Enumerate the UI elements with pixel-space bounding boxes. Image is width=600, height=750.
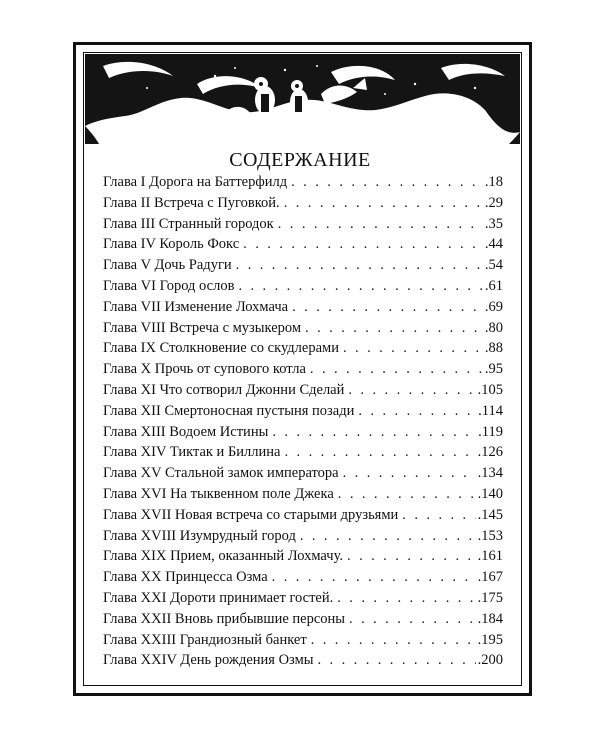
toc-entry[interactable] [103,318,503,339]
toc-entry[interactable] [103,172,503,193]
toc-page-number: .195 [477,631,503,648]
toc-chapter-label: Глава XX [103,569,162,586]
toc-entry[interactable] [103,297,503,318]
toc-leader-dots [238,276,482,297]
toc-leader-dots [278,214,483,235]
toc-chapter-label: Глава III [103,215,156,232]
toc-chapter-title: Встреча с музыкером [169,319,302,336]
toc-chapter-label: Глава XXIII [103,631,177,648]
toc-chapter-title: Принцесса Озма [165,569,268,586]
toc-chapter-title: Дорога на Баттерфилд [149,174,288,190]
toc-entry[interactable] [103,567,503,588]
toc-chapter-label: Глава VIII [103,319,166,336]
toc-chapter-title: Прием, оказанный Лохмачу. [170,548,344,565]
toc-leader-dots [236,255,483,276]
toc-leader-dots [402,505,475,526]
toc-page-number: .88 [484,340,503,357]
table-of-contents [103,172,503,671]
toc-leader-dots [347,546,476,567]
toc-page-number: .161 [477,548,503,565]
toc-chapter-label: Глава IV [103,236,156,253]
toc-entry[interactable] [103,505,503,526]
toc-leader-dots [284,442,475,463]
toc-chapter-label: Глава XI [103,381,156,398]
toc-page-number: .18 [484,174,503,190]
toc-entry[interactable] [103,255,503,276]
toc-chapter-label: Глава XVII [103,506,172,523]
toc-chapter-title: Вновь прибывшие персоны [174,610,346,627]
toc-page-number: .95 [484,361,503,378]
toc-leader-dots [318,650,476,671]
toc-chapter-label: Глава XXI [103,589,167,606]
toc-page-number: .54 [484,257,503,274]
toc-entry[interactable] [103,650,503,671]
toc-chapter-label: Глава XIX [103,548,167,565]
toc-chapter-title: Новая встреча со старыми друзьями [174,506,399,523]
toc-entry[interactable] [103,588,503,609]
toc-page-number: .80 [484,319,503,336]
toc-chapter-label: Глава XV [103,465,162,482]
toc-chapter-title: День рождения Озмы [180,652,314,669]
toc-page-number: .184 [477,610,503,627]
toc-chapter-title: Тиктак и Биллина [169,444,281,461]
toc-chapter-label: Глава XVIII [103,527,177,544]
toc-entry[interactable] [103,359,503,380]
toc-entry[interactable] [103,526,503,547]
toc-entry[interactable] [103,484,503,505]
toc-entry[interactable] [103,609,503,630]
toc-leader-dots [305,318,483,339]
toc-page-number: .167 [477,569,503,586]
toc-entry[interactable] [103,214,503,235]
toc-chapter-title: На тыквенном поле Джека [170,485,334,502]
toc-chapter-title: Стальной замок императора [165,465,339,482]
toc-chapter-label: Глава XXIV [103,652,177,669]
toc-entry[interactable] [103,338,503,359]
toc-page-number: .126 [477,444,503,461]
contents-heading: СОДЕРЖАНИЕ [229,149,371,171]
toc-leader-dots [292,297,483,318]
toc-chapter-label: Глава XXII [103,610,172,627]
toc-page-number: .114 [478,402,503,419]
toc-entry[interactable] [103,630,503,651]
toc-chapter-label: Глава XII [103,402,161,419]
toc-chapter-label: Глава XIV [103,444,167,461]
toc-page-number: .175 [477,589,503,606]
toc-chapter-title: Дочь Радуги [154,257,232,274]
decorative-banner-illustration [85,54,520,144]
toc-entry[interactable] [103,276,503,297]
toc-chapter-label: Глава XIII [103,423,166,440]
toc-leader-dots [343,463,476,484]
toc-chapter-label: Глава II [103,194,151,211]
toc-page-number: .134 [477,465,503,482]
toc-chapter-title: Смертоносная пустыня позади [164,402,355,419]
toc-chapter-title: Странный городок [158,215,274,232]
toc-page-number: .153 [477,527,503,544]
toc-leader-dots [337,588,475,609]
toc-entry[interactable] [103,422,503,443]
toc-chapter-title: Грандиозный банкет [179,631,307,648]
toc-leader-dots [284,193,483,214]
toc-chapter-title: Изменение Лохмача [164,298,289,315]
toc-chapter-title: Встреча с Пуговкой. [153,194,280,211]
toc-chapter-title: Изумрудный город [179,527,296,544]
toc-leader-dots [272,422,476,443]
toc-page-number: .200 [477,652,503,669]
toc-page-number: .119 [478,423,503,440]
toc-leader-dots [343,338,483,359]
toc-chapter-label: Глава IX [103,340,156,357]
toc-chapter-title: Водоем Истины [169,423,269,440]
toc-leader-dots [338,484,476,505]
toc-page-number: .145 [477,506,503,523]
toc-chapter-label: Глава V [103,257,151,274]
toc-chapter-title: Город ослов [159,277,235,294]
toc-entry[interactable] [103,401,503,422]
toc-chapter-title: Дороти принимает гостей. [170,589,334,606]
toc-leader-dots [310,359,483,380]
toc-page-number: .44 [484,236,503,253]
toc-leader-dots [348,380,475,401]
toc-page-number: .69 [484,298,503,315]
toc-chapter-title: Что сотворил Джонни Сделай [159,381,345,398]
toc-page-number: .140 [477,485,503,502]
toc-entry[interactable] [103,193,503,214]
toc-entry[interactable] [103,546,503,567]
toc-entry[interactable] [103,234,503,255]
toc-entry[interactable] [103,442,503,463]
toc-page-number: .61 [484,277,503,294]
toc-chapter-title: Король Фокс [159,236,240,253]
toc-chapter-label: Глава I [103,174,146,190]
toc-chapter-title: Прочь от супового котла [154,361,306,378]
toc-entry[interactable] [103,380,503,401]
toc-page-number: .35 [484,215,503,232]
toc-leader-dots [291,172,483,193]
toc-entry[interactable] [103,463,503,484]
toc-chapter-label: Глава X [103,361,152,378]
toc-leader-dots [300,526,476,547]
toc-leader-dots [243,234,483,255]
toc-leader-dots [358,401,476,422]
toc-page-number: .29 [484,194,503,211]
toc-chapter-label: Глава XVI [103,485,167,502]
toc-chapter-label: Глава VI [103,277,156,294]
toc-chapter-label: Глава VII [103,298,161,315]
toc-leader-dots [272,567,476,588]
toc-chapter-title: Столкновение со скудлерами [159,340,339,357]
toc-page-number: .105 [477,381,503,398]
toc-leader-dots [311,630,476,651]
toc-leader-dots [349,609,476,630]
